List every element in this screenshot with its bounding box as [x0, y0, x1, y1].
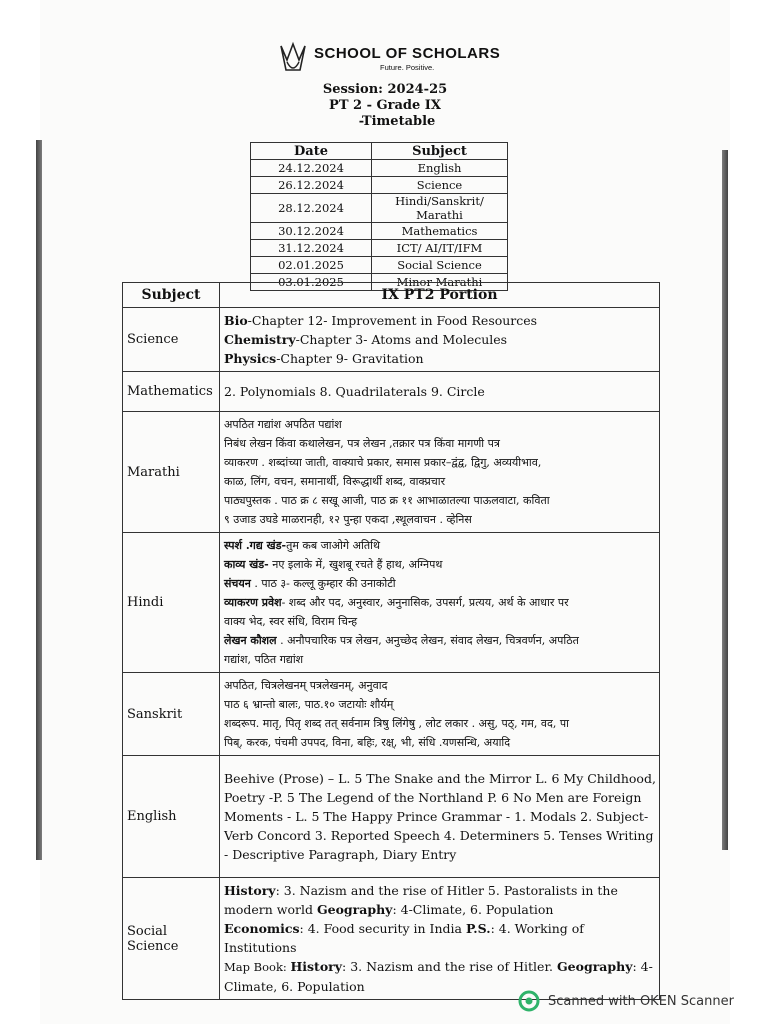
table-row: [251, 223, 508, 240]
geography-label: Geography: [316, 902, 393, 917]
subject-label: Marathi: [123, 412, 220, 533]
marathi-line: पाठ्यपुस्तक . पाठ क्र ८ सखू आजी, पाठ क्र ११ आभाळातल्या पाऊलवाटा, कविता: [224, 494, 550, 507]
subject-label: Science: [123, 308, 220, 372]
portion-row-marathi: [123, 412, 660, 533]
portion-row-english: [123, 756, 660, 878]
physics-label: Physics: [224, 351, 277, 366]
portion-content: Beehive (Prose) – L. 5 The Snake and the Mirror L. 6 My Childhood, Poetry -P. 5 The Legend of the Northland P. 6 No Men are Foreign Moments - L. 5 The Happy Prince Grammar - 1. Modals 2. Subject-Verb Concord 3. Reported Speech 4. Determiners 5. Tenses Writing - Descriptive Paragraph, Diary Entry: [220, 756, 660, 878]
portion-row-hindi: [123, 533, 660, 673]
scanner-logo-icon: [518, 990, 540, 1012]
scanner-text: Scanned with OKEN Scanner: [548, 993, 734, 1009]
table-row: [251, 177, 508, 194]
hindi-section-text: . पाठ ३- कल्लू कुम्हार की उनाकोटी: [250, 577, 396, 590]
hindi-section-text: नए इलाके में, खुशबू रचते हैं हाथ, अग्निपथ: [268, 558, 443, 571]
exam-subject: Social Science: [372, 257, 508, 274]
history-label: History: [224, 883, 276, 898]
exam-date: 26.12.2024: [251, 177, 372, 194]
map-history-label: History: [290, 959, 343, 974]
marathi-line: निबंध लेखन किंवा कथालेखन, पत्र लेखन ,तक्रार पत्र किंवा मागणी पत्र: [224, 437, 500, 450]
economics-label: Economics: [224, 921, 300, 936]
exam-subject: Minor Marathi: [372, 274, 508, 291]
table-row: [251, 194, 508, 223]
timetable-header-subject: Subject: [372, 143, 508, 160]
exam-date: 24.12.2024: [251, 160, 372, 177]
page-shadow-right: [722, 150, 728, 850]
marathi-line: काळ, लिंग, वचन, समानार्थी, विरूद्धार्थी शब्द, वाक्प्रचार: [224, 475, 446, 488]
page-shadow-left: [36, 140, 42, 860]
subject-label: Mathematics: [123, 372, 220, 412]
school-logo: [278, 40, 500, 76]
sanskrit-line: पिब्, करक, पंचमी उपपद, विना, बहिः, रक्ष्, भी, संधि .यणसन्धि, अयादि: [224, 736, 511, 749]
portion-row-science: [123, 308, 660, 372]
history-text: : 3. Nazism and the rise of Hitler 5. Pastoralists in the modern world: [224, 883, 618, 917]
map-book-prefix: Map Book:: [224, 960, 291, 974]
table-row: [251, 257, 508, 274]
hindi-section-label: काव्य खंड-: [224, 558, 269, 571]
portion-content: [220, 412, 660, 533]
exam-date: 30.12.2024: [251, 223, 372, 240]
exam-date: 31.12.2024: [251, 240, 372, 257]
portion-row-sanskrit: [123, 673, 660, 756]
portion-content: [220, 878, 660, 1000]
exam-date: 02.01.2025: [251, 257, 372, 274]
sanskrit-line: शब्दरूप. मातृ, पितृ शब्द तत् सर्वनाम त्रिषु लिंगेषु , लोट लकार . असु, पठ्, गम, वद, पा: [224, 717, 569, 730]
portion-header-subject: Subject: [123, 283, 220, 308]
exam-subject: Hindi/Sanskrit/ Marathi: [372, 194, 508, 223]
sanskrit-line: पाठ ६ भ्रान्तो बालः, पाठ.१० जटायोः शौर्यम्: [224, 698, 394, 711]
timetable-heading: -Timetable: [358, 114, 436, 129]
exam-subject: Science: [372, 177, 508, 194]
sanskrit-line: अपठित, चित्रलेखनम् पत्रलेखनम्, अनुवाद: [224, 679, 388, 692]
hindi-section-text: - शब्द और पद, अनुस्वार, अनुनासिक, उपसर्ग, प्रत्यय, अर्थ के आधार पर: [281, 596, 569, 609]
chemistry-label: Chemistry: [224, 332, 296, 347]
bio-label: Bio: [224, 313, 248, 328]
subject-label: English: [123, 756, 220, 878]
exam-subject: Mathematics: [372, 223, 508, 240]
portion-content: [220, 308, 660, 372]
ps-text: : 4. Working of Institutions: [224, 921, 584, 955]
portion-content: [220, 673, 660, 756]
exam-heading: PT 2 - Grade IX: [329, 98, 441, 113]
crown-icon: [278, 40, 308, 76]
portion-table: [122, 282, 660, 1000]
subject-label: Social Science: [123, 878, 220, 1000]
timetable: [250, 142, 508, 291]
timetable-header-date: Date: [251, 143, 372, 160]
hindi-section-text: तुम कब जाओगे अतिथि: [286, 539, 381, 552]
hindi-section-label: व्याकरण प्रवेश: [224, 596, 282, 609]
economics-text: : 4. Food security in India: [299, 921, 466, 936]
session-heading: Session: 2024-25: [322, 82, 448, 97]
exam-date: 03.01.2025: [251, 274, 372, 291]
exam-subject: English: [372, 160, 508, 177]
portion-row-mathematics: [123, 372, 660, 412]
map-geography-text: : 4-Climate, 6. Population: [224, 959, 653, 994]
marathi-line: व्याकरण . शब्दांच्या जाती, वाक्याचे प्रकार, समास प्रकार–द्वंद्व, द्विगु, अव्ययीभाव,: [224, 456, 542, 469]
scanner-watermark: [518, 990, 734, 1012]
portion-content: 2. Polynomials 8. Quadrilaterals 9. Circle: [220, 372, 660, 412]
portion-header-title: IX PT2 Portion: [220, 283, 660, 308]
table-row: [251, 240, 508, 257]
physics-text: -Chapter 9- Gravitation: [276, 351, 424, 366]
exam-subject: ICT/ AI/IT/IFM: [372, 240, 508, 257]
hindi-section-text: गद्यांश, पठित गद्यांश: [224, 653, 304, 666]
ps-label: P.S.: [465, 921, 491, 936]
chemistry-text: -Chapter 3- Atoms and Molecules: [295, 332, 508, 347]
hindi-section-label: लेखन कौशल: [224, 634, 277, 647]
geography-text: : 4-Climate, 6. Population: [392, 902, 554, 917]
timetable-header-row: [251, 143, 508, 160]
exam-date: 28.12.2024: [251, 194, 372, 223]
table-row: [251, 160, 508, 177]
portion-header-row: [123, 283, 660, 308]
hindi-section-label: स्पर्श .गद्य खंड-: [224, 539, 287, 552]
portion-row-social-science: [123, 878, 660, 1000]
map-history-text: : 3. Nazism and the rise of Hitler.: [342, 959, 557, 974]
school-tagline: Future. Positive.: [380, 62, 435, 72]
school-name: SCHOOL OF SCHOLARS: [314, 44, 501, 62]
hindi-section-text: वाक्य भेद, स्वर संधि, विराम चिन्ह: [224, 615, 358, 628]
portion-content: [220, 533, 660, 673]
marathi-line: ९ उजाड उघडे माळरानही, १२ पुन्हा एकदा ,स्थूलवाचन . व्हेनिस: [224, 513, 472, 526]
hindi-section-label: संचयन: [224, 577, 251, 590]
marathi-line: अपठित गद्यांश अपठित पद्यांश: [224, 418, 342, 431]
hindi-section-text: . अनौपचारिक पत्र लेखन, अनुच्छेद लेखन, संवाद लेखन, चित्रवर्णन, अपठित: [276, 634, 579, 647]
map-geography-label: Geography: [557, 959, 633, 974]
bio-text: -Chapter 12- Improvement in Food Resources: [247, 313, 538, 328]
subject-label: Hindi: [123, 533, 220, 673]
subject-label: Sanskrit: [123, 673, 220, 756]
